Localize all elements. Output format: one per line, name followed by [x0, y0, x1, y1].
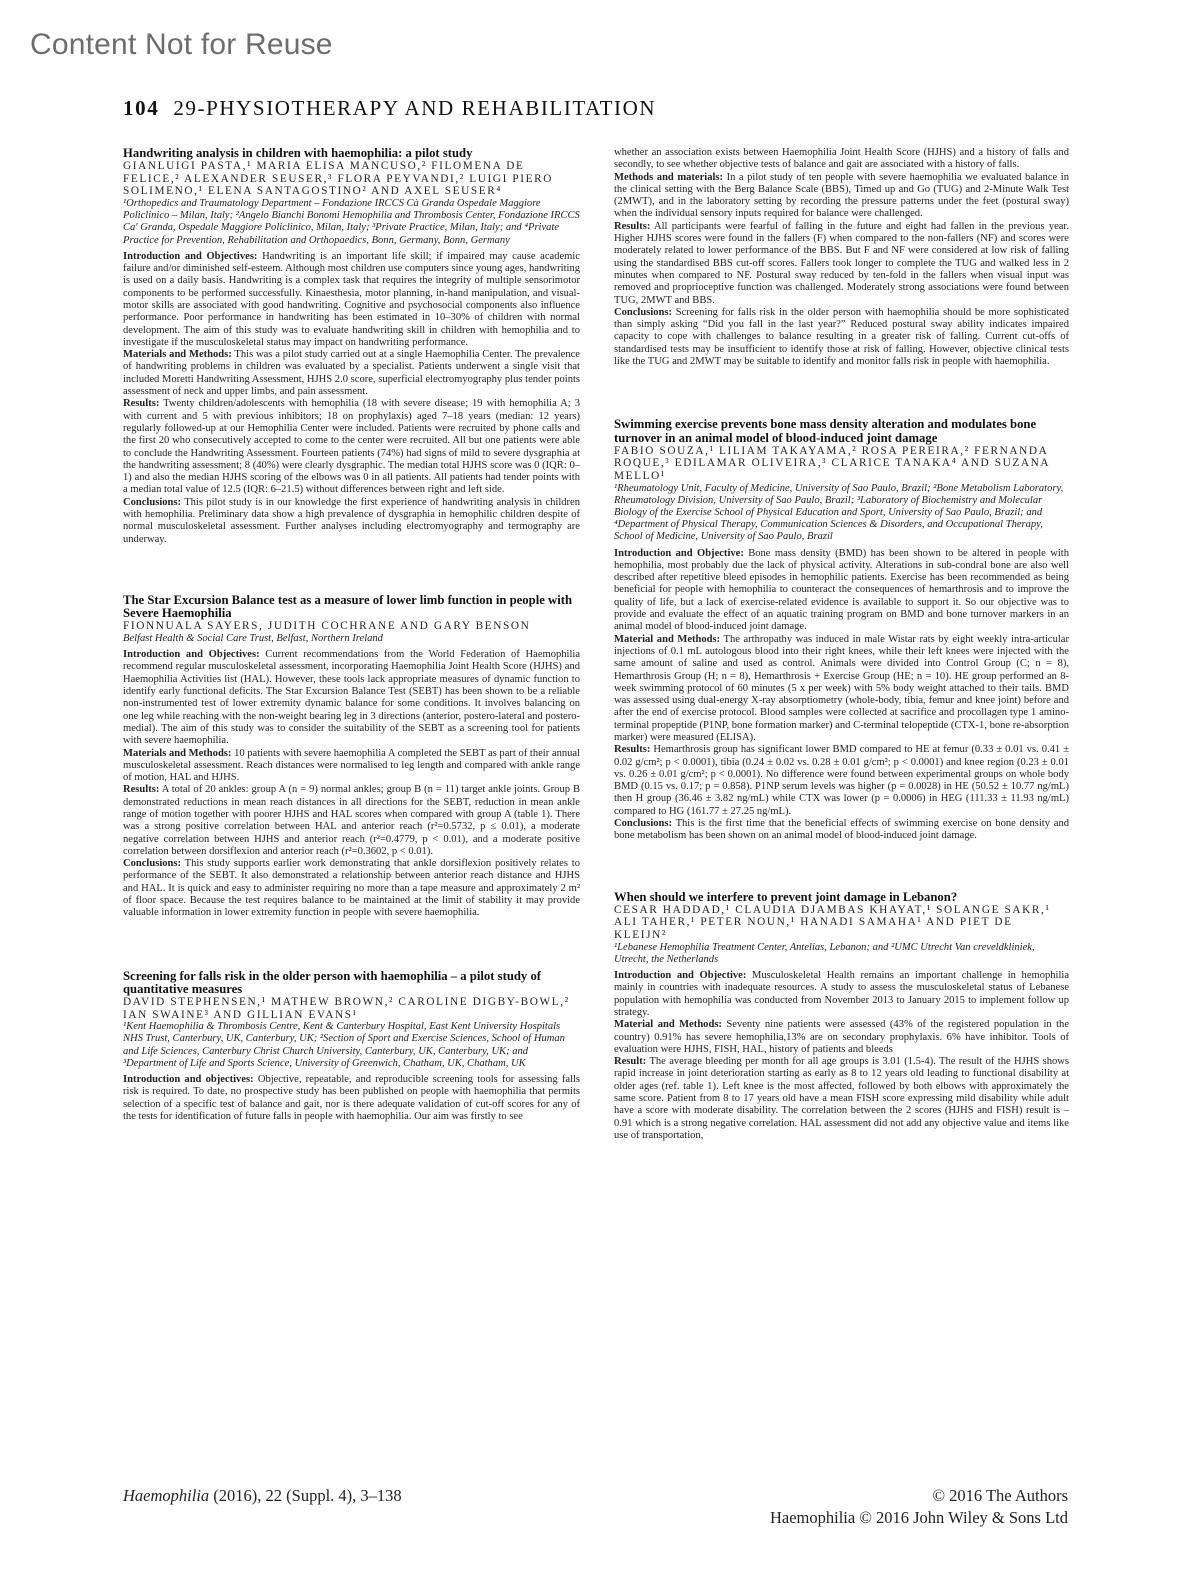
- abstract-section: [614, 634, 1069, 745]
- section-label: Introduction and objectives:: [123, 1074, 254, 1086]
- section-text: This is the first time that the beneficial effects of swimming exercise on bone density and bone metabolism has been shown on an animal model of blood-induced joint damage.: [614, 818, 1069, 842]
- section-text: Handwriting is an important life skill; if impaired may cause academic failure and/or diminished self-esteem. Although most children use computers since young ages, handwriting is used on a daily basis. Handwriting is a complex task that requires the integrity of multiple sensorimotor components to be performed successfully. Kinaesthesia, motor planning, in-hand manipulation, and visual-motor skills are associated with good handwriting. Cognitive and psychosocial components also influence performance. Poor performance in handwriting has been estimated in 10–30% of children with normal development. The aim of this study was to evaluate handwriting skill in children with hemophilia and to investigate if the musculoskeletal status may impact on handwriting performance.: [123, 250, 580, 348]
- abstract-affiliation: ¹Lebanese Hemophilia Treatment Center, Antelias, Lebanon; and ²UMC Utrecht Van creveldkliniek, Utrecht, the Netherlands: [614, 941, 1035, 965]
- section-label: Material and Methods:: [614, 1019, 722, 1031]
- section-label: Results:: [614, 744, 651, 756]
- abstract-title: Swimming exercise prevents bone mass density alteration and modulates bone turnover in an animal model of blood-induced joint damage: [614, 417, 1037, 445]
- journal-name: Haemophilia: [123, 1486, 210, 1505]
- section-text: 10 patients with severe haemophilia A completed the SEBT as part of their annual musculoskeletal assessment. Reach distances were normalised to leg length and compared with ankle range of motion, HAL and HJHS.: [123, 747, 580, 784]
- citation-details: (2016), 22 (Suppl. 4), 3–138: [213, 1486, 402, 1505]
- section-text: whether an association exists between Haemophilia Joint Health Score (HJHS) and a history of falls and secondly, to see whether objective tests of balance and gait are associated with a history of falls.: [614, 147, 1069, 171]
- footer-copyright-publisher: Haemophilia © 2016 John Wiley & Sons Ltd: [769, 1508, 1068, 1527]
- abstract-authors: FIONNUALA SAYERS, JUDITH COCHRANE AND GARY BENSON: [123, 620, 531, 633]
- section-label: Introduction and Objectives:: [123, 250, 258, 262]
- abstract: [614, 418, 1069, 842]
- abstract-section: [614, 548, 1069, 634]
- section-text: This pilot study is in our knowledge the first experience of handwriting analysis in children with hemophilia. Preliminary data show a high prevalence of dysgraphia in hemophilic children despite of normal musculoskeletal assessment. Further analyses including electromyography and termography are underway.: [123, 496, 580, 545]
- section-label: Result:: [614, 1056, 647, 1068]
- right-column: [614, 147, 1069, 1142]
- abstract-affiliation: ¹Kent Haemophilia & Thrombosis Centre, Kent & Canterbury Hospital, East Kent University Hospitals NHS Trust, Canterbury, UK, Canterbury, UK; ²Section of Sport and Exercise Sciences, School of Human and Life Sciences, Canterbury Christ Church University, Canterbury, UK, Canterbury, UK; and ³Department of Life and Sports Science, University of Greenwich, Chatham, UK, Chatham, UK: [123, 1021, 565, 1069]
- abstract-title: Screening for falls risk in the older person with haemophilia – a pilot study of quantitative measures: [123, 968, 542, 996]
- abstract-section: [123, 251, 580, 349]
- abstract-authors: CESAR HADDAD,¹ CLAUDIA DJAMBAS KHAYAT,¹ SOLANGE SAKR,¹ ALI TAHER,¹ PETER NOUN,¹ HANADI SAMAHA¹ AND PIET DE KLEIJN²: [614, 903, 1051, 942]
- abstract-affiliation: ¹Orthopedics and Traumatology Department – Fondazione IRCCS Cà Granda Ospedale Maggiore Policlinico – Milan, Italy; ²Angelo Bianchi Bonomi Hemophilia and Thrombosis Center, Fondazione IRCCS Ca' Granda, Ospedale Maggiore Policlinico, Milan, Italy; ³Private Practice, Milan, Italy; and ⁴Private Practice for Prevention, Rehabilitation and Orthopaedics, Bonn, Germany, Bonn, Germany: [123, 197, 580, 246]
- section-label: Conclusions:: [614, 818, 673, 830]
- left-column: [123, 147, 580, 1123]
- abstract-section: [614, 172, 1069, 221]
- page-header: [123, 96, 656, 121]
- page-number: 104: [123, 96, 160, 120]
- abstract-affiliation: ¹Rheumatology Unit, Faculty of Medicine, University of Sao Paulo, Brazil; ²Bone Metabolism Laboratory, Rheumatology Division, University of Sao Paulo, Brazil; ³Laboratory of Biochemistry and Molecular Biology of the Exercise School of Physical Education and Sport, University of Sao Paulo, Brazil; and ⁴Department of Physical Therapy, Communication Sciences & Disorders, and Occupational Therapy, School of Medicine, University of Sao Paulo, Brazil: [614, 482, 1064, 543]
- abstract-title: The Star Excursion Balance test as a measure of lower limb function in people with Severe Haemophilia: [123, 592, 572, 621]
- abstract-section: [614, 221, 1069, 307]
- section-title: 29-PHYSIOTHERAPY AND REHABILITATION: [173, 96, 657, 120]
- watermark: Content Not for Reuse: [30, 28, 333, 61]
- abstract-section: [123, 858, 580, 919]
- abstract: [123, 970, 580, 1124]
- section-label: Introduction and Objective:: [614, 970, 747, 982]
- abstract-authors: DAVID STEPHENSEN,¹ MATHEW BROWN,² CAROLINE DIGBY-BOWL,² IAN SWAINE³ AND GILLIAN EVANS¹: [123, 996, 570, 1021]
- section-text: This study supports earlier work demonstrating that ankle dorsiflexion positively relates to performance of the SEBT. It also demonstrated a relationship between anterior reach distance and HJHS and HAL. It is quick and easy to administer requiring no more than a tape measure and approximately 2 m² of floor space. Because the test requires balance to be maintained at the limit of stability it may provide valuable information in lower extremity function in people with severe haemophilia.: [123, 858, 580, 919]
- section-text: Musculoskeletal Health remains an important challenge in hemophilia mainly in countries with inadequate resources. A study to assess the musculoskeletal status of Lebanese population with hemophilia was conducted from November 2013 to January 2015 to implement follow up strategy.: [614, 970, 1070, 1018]
- section-label: Materials and Methods:: [123, 349, 232, 361]
- section-label: Conclusions:: [614, 306, 673, 318]
- footer-copyright-authors: © 2016 The Authors: [932, 1486, 1068, 1505]
- footer-citation: [123, 1486, 402, 1506]
- abstract-section: [123, 748, 580, 785]
- section-label: Results:: [123, 784, 160, 796]
- abstract-affiliation: Belfast Health & Social Care Trust, Belfast, Northern Ireland: [123, 632, 383, 644]
- abstract: [123, 594, 580, 920]
- section-label: Conclusions:: [123, 858, 182, 870]
- abstract-section: [614, 1056, 1069, 1142]
- section-text: Seventy nine patients were assessed (43% of the registered population in the country) 0.91% has severe hemophilia,13% are on secondary prophylaxis. 6% have inhibitor. Tools of evaluation were HJHS, FISH, HAL, history of patients and bleeds: [614, 1019, 1069, 1055]
- abstract-authors: FABIO SOUZA,¹ LILIAM TAKAYAMA,² ROSA PEREIRA,² FERNANDA ROQUE,³ EDILAMAR OLIVEIRA,³ CLARICE TANAKA⁴ AND SUZANA MELLO¹: [614, 444, 1050, 482]
- abstract-section: [123, 497, 580, 546]
- section-text: The average bleeding per month for all age groups is 3.01 (1.5-4). The result of the HJHS shows rapid increase in joint deterioration starting as early as 8 to 12 years old leading to functional disability at older ages (ref. table 1). Left knee is the most affected, followed by both elbows with approximately the same score. Patient from 8 to 17 years old have a mean FISH score expressing mild disability while adult have a score with moderate disability. The correlation between the 2 scores (HJHS and FISH) result is –0.91 which is a strong negative correlation. HAL assessment did not add any objective value and items like use of transportation,: [614, 1056, 1070, 1141]
- abstract: [123, 147, 580, 546]
- section-label: Introduction and Objectives:: [123, 649, 260, 661]
- section-text: In a pilot study of ten people with severe haemophilia we evaluated balance in the clinical setting with the Berg Balance Scale (BBS), Timed up and Go (TUG) and 2-Minute Walk Test (2MWT), and in the laboratory setting by recording the pressure patterns under the feet (postural sway) when the individual sensory inputs required for balance were challenged.: [614, 171, 1069, 220]
- abstract-title: When should we interfere to prevent joint damage in Lebanon?: [614, 889, 958, 904]
- section-text: Hemarthrosis group has significant lower BMD compared to HE at femur (0.33 ± 0.01 vs. 0.41 ± 0.02 g/cm²; p < 0.0001), tibia (0.24 ± 0.02 vs. 0.28 ± 0.01 g/cm²; p < 0.0001) and knee region (0.23 ± 0.01 vs. 0.26 ± 0.01 g/cm²; p < 0.0001). No difference were found between experimental groups on whole body BMD (0.15 vs. 0.17; p = 0.858). P1NP serum levels was higher (p = 0.0028) in HE (50.52 ± 10.77 ng/mL) then H group (36.46 ± 3.82 ng/mL) while CTX was lower (p = 0.0006) in HEG (111.33 ± 11.93 ng/mL) compared to HG (161.77 ± 27.25 ng/mL).: [614, 744, 1069, 817]
- abstract-section: [123, 784, 580, 858]
- section-label: Results:: [614, 220, 651, 232]
- abstract-section: [123, 398, 580, 496]
- section-text: Objective, repeatable, and reproducible screening tools for assessing falls risk is required. To date, no prospective study has been published on people with haemophilia that permits selection of a specific test of balance and gait, nor is there adequate validation of cut-off scores for any of the tests for identification of future falls in people with haemophilia. Our aim was firstly to see: [123, 1074, 581, 1122]
- abstract-section: [614, 147, 1069, 172]
- section-text: Screening for falls risk in the older person with haemophilia should be more sophisticated than simply asking “Did you fall in the last year?” Reduced postural sway ability indicates impaired capacity to cope with challenges to balance resulting in a greater risk of falling. Current cut-offs of standardised tests may be insufficient to identify those at risk of falling. However, objective clinical tests like the TUG and 2MWT may be suitable to identify and monitor falls risk in people with haemophilia.: [614, 306, 1069, 368]
- section-text: All participants were fearful of falling in the future and eight had fallen in the previous year. Higher HJHS scores were found in the fallers (F) when compared to the non-fallers (NF) and scores were moderately related to lower performance of the BBS. But F and NF were considered at low risk of falling using the standardised BBS cut-off scores. Fallers took longer to complete the TUG and walked less in 2 minutes when compared to NF. Postural sway reduced by ten-fold in the fallers when visual input was removed and proprioceptive function was challenged. Moderately strong associations were found between TUG, 2MWT and BBS.: [614, 220, 1069, 306]
- abstract-section: [614, 970, 1069, 1019]
- section-text: Twenty children/adolescents with hemophilia (18 with severe disease; 19 with hemophilia A; 3 with current and 5 with previous inhibitors; 18 on prophylaxis) aged 7–18 years (median: 12 years) regularly followed-up at our Hemophilia Center were included. Patients were recruited by phone calls and the first 20 who consecutively accepted to come to the center were recruited. All but one patients were able to conclude the Handwriting Assessment. Fourteen patients (74%) had signs of mild to severe dysgraphia at the handwriting assessment; 8 (40%) were clearly dysgraphic. The median total HJHS score was 0 (IQR: 0–1) and also the median HJHS scoring of the elbows was 0 in all patients. All patients had tender points with a median total value of 12.5 (IQR: 6–21.5) without differences between right and left side.: [123, 398, 580, 496]
- section-label: Results:: [123, 398, 160, 410]
- section-label: Conclusions:: [123, 496, 182, 508]
- abstract-authors: GIANLUIGI PASTA,¹ MARIA ELISA MANCUSO,² FILOMENA DE FELICE,² ALEXANDER SEUSER,³ FLORA PEYVANDI,² LUIGI PIERO SOLIMENO,¹ ELENA SANTAGOSTINO² AND AXEL SEUSER⁴: [123, 160, 553, 198]
- abstract-section: [123, 1074, 580, 1123]
- section-label: Methods and materials:: [614, 171, 724, 183]
- abstract-section: [614, 744, 1069, 818]
- section-text: This was a pilot study carried out at a single Haemophilia Center. The prevalence of handwriting problems in children was evaluated by a specialist. Patients underwent a single visit that included Moretti Handwriting Assessment, HJHS 2.0 score, superficial electromyography plus tender points assessment of neck and upper limbs, and pain assessment.: [123, 349, 580, 398]
- section-text: The arthropathy was induced in male Wistar rats by eight weekly intra-articular injections of 0.1 mL autologous blood into their right knees, while their left knees were injected with the same amount of saline and used as control. Animals were divided into Control Group (C; n = 8), Hemarthrosis Group (H; n = 8), Hemarthrosis + Exercise Group (HE; n = 10). HE group performed an 8-week swimming protocol of 60 minutes (5 x per week) with 5% body weight attached to their tails. BMD was assessed using dual-energy X-ray absorptiometry (whole-body, tibia, femur and knee joint) before and after the end of exercise protocol. Blood samples were collected at sacrifice and procollagen type 1 amino-terminal propeptide (P1NP, bone formation marker) and C-terminal telopeptide (CTX-1, bone re-absorption marker) were measured (ELISA).: [614, 633, 1069, 743]
- section-text: Current recommendations from the World Federation of Haemophilia recommend regular musculoskeletal assessment, incorporating Haemophilia Joint Health Score (HJHS) and Haemophilia Activities list (HAL). However, these tools lack appropriate measures of dynamic function to identify early functional deficits. The Star Excursion Balance Test (SEBT) has been shown to be a reliable non-instrumented test of lower extremity dynamic balance for some conditions. It involves balancing on one leg while reaching with the non-weight bearing leg in 3 directions (anterior, postero-lateral and postero-medial). The aim of this study was to consider the suitability of the SEBT as a screening tool for patients with severe haemophilia.: [123, 649, 580, 747]
- abstract-section: [123, 649, 580, 747]
- section-label: Introduction and Objective:: [614, 547, 744, 559]
- section-label: Material and Methods:: [614, 633, 721, 645]
- section-text: A total of 20 ankles: group A (n = 9) normal ankles; group B (n = 11) target ankle joints. Group B demonstrated reductions in mean reach distances in all directions for the SEBT, reduction in mean ankle range of motion together with poorer HJHS and HAL scores when compared with group A (table 1). There was a strong positive correlation between HAL and anterior reach (r²=0.5732, p ≤ 0.01), a moderate negative correlation between HJHS and anterior reach (r²=0.4779, p < 0.01), and a moderate positive correlation between dorsiflexion and anterior reach (r²=0.3602, p < 0.01).: [123, 784, 580, 857]
- abstract-section: [123, 349, 580, 398]
- section-label: Materials and Methods:: [123, 747, 232, 759]
- abstract: [614, 891, 1069, 1143]
- abstract-section: [614, 307, 1069, 368]
- abstract-section: [614, 818, 1069, 843]
- abstract: [614, 147, 1069, 368]
- section-text: Bone mass density (BMD) has been shown to be altered in people with hemophilia, most probably due the lack of physical activity. Alterations in sub-condral bone are also well described after repetitive bleed episodes in hemophilic patients. Exercise has been recommended as being beneficial for people with hemophilia to counteract the consequences of hemarthrosis and to improve the quality of life, but a lack of exercise-related evidence is available to support it. So our objective was to provide and evaluate the effect of an aquatic training program on BMD and bone turnover markers in an animal model of blood-induced joint damage.: [614, 547, 1069, 633]
- abstract-section: [614, 1019, 1069, 1056]
- abstract-title: Handwriting analysis in children with haemophilia: a pilot study: [123, 146, 473, 160]
